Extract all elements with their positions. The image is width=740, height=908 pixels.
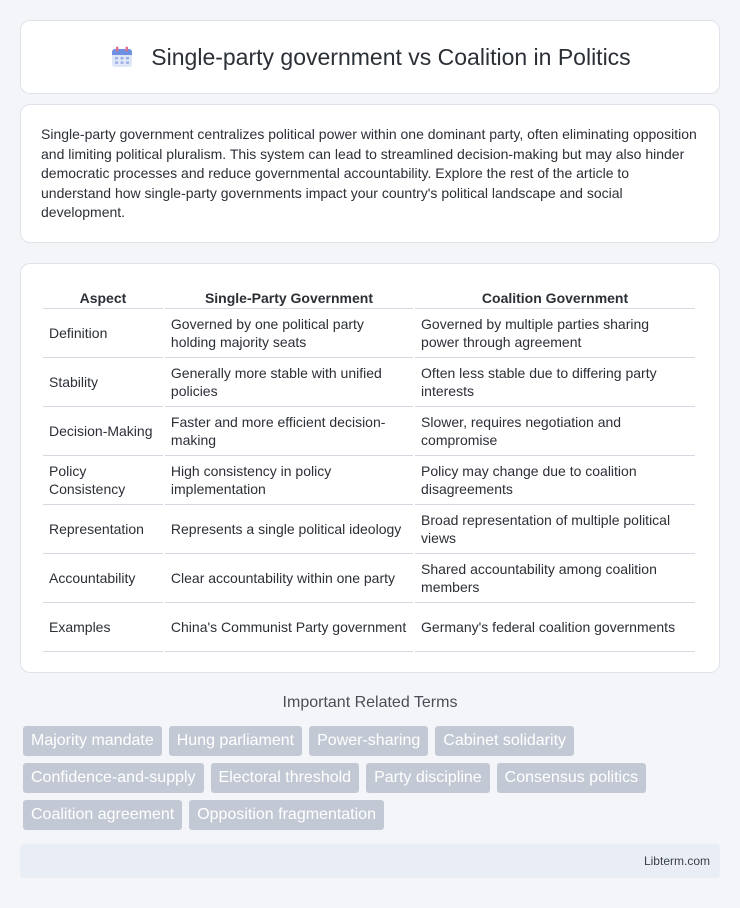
term-tag[interactable]: Cabinet solidarity xyxy=(435,726,574,756)
coalition-cell: Governed by multiple parties sharing power through agreement xyxy=(415,309,695,358)
single-party-cell: Clear accountability within one party xyxy=(165,554,413,603)
footer xyxy=(20,844,720,878)
coalition-cell: Often less stable due to differing party interests xyxy=(415,358,695,407)
coalition-cell: Germany's federal coalition governments xyxy=(415,603,695,652)
intro-text: Single-party government centralizes political power within one dominant party, often eliminating opposition and limiting political pluralism. This system can lead to streamlined decision-making but may also hinder democratic processes and reduce governmental accountability. Explore the rest of the article to understand how single-party governments impact your country's political landscape and social development. xyxy=(41,126,697,221)
term-tag[interactable]: Hung parliament xyxy=(169,726,302,756)
coalition-cell: Slower, requires negotiation and compromise xyxy=(415,407,695,456)
coalition-cell: Broad representation of multiple political views xyxy=(415,505,695,554)
page-title: Single-party government vs Coalition in Politics xyxy=(151,43,631,70)
aspect-cell: Definition xyxy=(43,309,163,358)
single-party-cell: Represents a single political ideology xyxy=(165,505,413,554)
table-row xyxy=(43,358,695,407)
calendar-icon xyxy=(109,44,135,70)
title-card xyxy=(20,20,720,94)
term-tag[interactable]: Confidence-and-supply xyxy=(23,763,204,793)
term-tag[interactable]: Party discipline xyxy=(366,763,490,793)
single-party-cell: Faster and more efficient decision-making xyxy=(165,407,413,456)
table-row xyxy=(43,554,695,603)
single-party-cell: Governed by one political party holding majority seats xyxy=(165,309,413,358)
aspect-cell: Examples xyxy=(43,603,163,652)
aspect-cell: Decision-Making xyxy=(43,407,163,456)
coalition-cell: Policy may change due to coalition disagreements xyxy=(415,456,695,505)
term-tag[interactable]: Consensus politics xyxy=(497,763,646,793)
term-tag[interactable]: Electoral threshold xyxy=(211,763,360,793)
single-party-cell: Generally more stable with unified policies xyxy=(165,358,413,407)
comparison-card xyxy=(20,263,720,673)
aspect-cell: Representation xyxy=(43,505,163,554)
table-header-row xyxy=(43,284,695,309)
single-party-cell: High consistency in policy implementation xyxy=(165,456,413,505)
aspect-cell: Policy Consistency xyxy=(43,456,163,505)
comparison-table xyxy=(41,284,697,652)
header-single-party: Single-Party Government xyxy=(165,284,413,309)
footer-brand-link[interactable]: Libterm.com xyxy=(643,854,710,868)
term-tag[interactable]: Coalition agreement xyxy=(23,800,182,830)
aspect-cell: Stability xyxy=(43,358,163,407)
table-row xyxy=(43,407,695,456)
related-terms-heading: Important Related Terms xyxy=(282,694,458,711)
term-tag[interactable]: Majority mandate xyxy=(23,726,162,756)
header-coalition: Coalition Government xyxy=(415,284,695,309)
term-tag[interactable]: Power-sharing xyxy=(309,726,428,756)
table-row xyxy=(43,309,695,358)
aspect-cell: Accountability xyxy=(43,554,163,603)
coalition-cell: Shared accountability among coalition members xyxy=(415,554,695,603)
table-row xyxy=(43,505,695,554)
intro-card xyxy=(20,104,720,243)
table-row xyxy=(43,456,695,505)
related-terms-list xyxy=(23,726,713,830)
header-aspect: Aspect xyxy=(43,284,163,309)
single-party-cell: China's Communist Party government xyxy=(165,603,413,652)
table-row xyxy=(43,603,695,652)
term-tag[interactable]: Opposition fragmentation xyxy=(189,800,384,830)
